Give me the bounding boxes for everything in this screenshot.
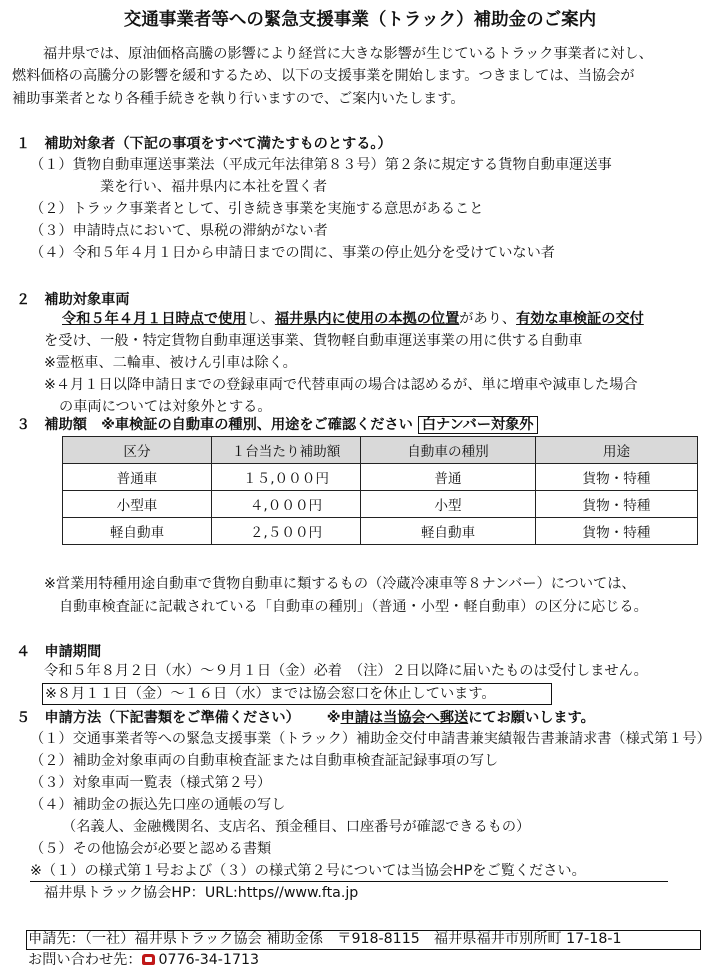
document-item-1: （１）交通事業者等への緊急支援事業（トラック）補助金交付申請書兼実績報告書兼請求書（様式第１号）	[30, 731, 711, 747]
table-cell: 小型車	[63, 491, 212, 518]
mail-note-underlined: 申請は当協会へ郵送	[340, 710, 469, 726]
table-cell: 貨物・特種	[536, 464, 698, 491]
subsidy-table	[62, 436, 698, 545]
section1-item-3: （３）申請時点において、県税の滞納がない者	[30, 223, 328, 239]
section2-heading: ２ 補助対象車両	[16, 292, 130, 308]
table-cell: ２,５００円	[212, 518, 361, 545]
mail-note-suffix: にてお願いします。	[468, 710, 595, 726]
table-header-amount: １台当たり補助額	[212, 437, 361, 464]
table-header-usage: 用途	[536, 437, 698, 464]
document-item-2: （２）補助金対象車両の自動車検査証または自動車検査証記録事項の写し	[30, 753, 499, 769]
section2-line-2: を受け、一般・特定貨物自動車運送事業、貨物軽自動車運送事業の用に供する自動車	[44, 333, 583, 349]
condition-sep-2: があり、	[459, 311, 517, 327]
white-plate-badge: 白ナンバー対象外	[418, 416, 538, 434]
intro-line-1: 福井県では、原油価格高騰の影響により経営に大きな影響が生じているトラック事業者に対し、	[43, 46, 653, 62]
condition-sep-1: し、	[246, 311, 275, 327]
table-row	[63, 464, 698, 491]
phone-icon	[142, 954, 155, 965]
table-cell: 軽自動車	[361, 518, 536, 545]
section5-heading-text: ５ 申請方法（下記書類をご準備ください）	[16, 710, 300, 726]
section3-heading-text: ３ 補助額 ※車検証の自動車の種別、用途をご確認ください	[16, 417, 413, 433]
intro-line-2: 燃料価格の高騰分の影響を緩和するため、以下の支援事業を開始します。つきましては、当協会が	[12, 68, 635, 84]
section1-item-4: （４）令和５年４月１日から申請日までの間に、事業の停止処分を受けていない者	[30, 245, 555, 261]
mail-note-prefix: ※	[326, 710, 341, 726]
table-cell: 普通車	[63, 464, 212, 491]
section3-note-cont: 自動車検査証に記載されている「自動車の種別」（普通・小型・軽自動車）の区分に応じる。	[59, 599, 648, 615]
application-period: 令和５年８月２日（水）～９月１日（金）必着 （注）２日以降に届いたものは受付しません。	[44, 663, 648, 679]
table-cell: 普通	[361, 464, 536, 491]
table-cell: 小型	[361, 491, 536, 518]
table-header-category: 区分	[63, 437, 212, 464]
table-row	[63, 518, 698, 545]
section2-note-2: ※４月１日以降申請日までの登録車両で代替車両の場合は認めるが、単に増車や減車した場合	[44, 377, 638, 393]
contact-phone: 0776-34-1713	[158, 952, 260, 968]
hp-note-underline	[30, 881, 668, 882]
table-header-row	[63, 437, 698, 464]
condition-date: 令和５年４月１日時点で使用	[62, 311, 247, 327]
document-item-4-detail: （名義人、金融機関名、支店名、預金種目、口座番号が確認できるもの）	[62, 819, 531, 835]
document-item-3: （３）対象車両一覧表（様式第２号）	[30, 775, 272, 791]
contact-line	[28, 950, 259, 970]
section3-heading	[16, 414, 538, 434]
section2-condition-line	[62, 309, 644, 329]
table-cell: 貨物・特種	[536, 518, 698, 545]
table-cell: １５,０００円	[212, 464, 361, 491]
hp-url: 福井県トラック協会HP：URL:https//www.fta.jp	[44, 885, 359, 901]
section1-item-2: （２）トラック事業者として、引き続き事業を実施する意思があること	[30, 201, 484, 217]
section3-note: ※営業用特種用途自動車で貨物自動車に類するもの（冷蔵冷凍車等８ナンバー）については、	[44, 576, 636, 592]
table-cell: 軽自動車	[63, 518, 212, 545]
table-row	[63, 491, 698, 518]
hp-note: ※（１）の様式第１号および（３）の様式第２号については当協会HPをご覧ください。	[30, 863, 586, 879]
table-cell: 貨物・特種	[536, 491, 698, 518]
applicant-address: 申請先：（一社）福井県トラック協会 補助金係 〒918-8115 福井県福井市別所町 17-18-1	[28, 931, 622, 947]
section2-note-2-cont: の車両については対象外とする。	[59, 399, 272, 415]
section4-heading: ４ 申請期間	[16, 644, 102, 660]
table-header-vehicle-type: 自動車の種別	[361, 437, 536, 464]
table-cell: ４,０００円	[212, 491, 361, 518]
office-closure-notice: ※８月１１日（金）～１６日（水）までは協会窓口を休止しています。	[42, 683, 552, 705]
document-item-5: （５）その他協会が必要と認める書類	[30, 841, 272, 857]
section1-item-1-cont: 業を行い、福井県内に本社を置く者	[100, 179, 328, 195]
condition-inspection: 有効な車検証の交付	[516, 311, 644, 327]
intro-line-3: 補助事業者となり各種手続きを執り行いますので、ご案内いたします。	[12, 91, 465, 107]
document-item-4: （４）補助金の振込先口座の通帳の写し	[30, 797, 286, 813]
section1-item-1: （１）貨物自動車運送事業法（平成元年法律第８３号）第２条に規定する貨物自動車運送事	[30, 157, 612, 173]
section5-heading	[16, 707, 595, 727]
contact-label: お問い合わせ先：	[28, 952, 142, 968]
section2-note-1: ※霊柩車、二輪車、被けん引車は除く。	[44, 355, 297, 371]
page-title: 交通事業者等への緊急支援事業（トラック）補助金のご案内	[123, 10, 597, 30]
condition-location: 福井県内に使用の本拠の位置	[274, 311, 460, 327]
section1-heading: １ 補助対象者（下記の事項をすべて満たすものとする。）	[16, 136, 392, 152]
